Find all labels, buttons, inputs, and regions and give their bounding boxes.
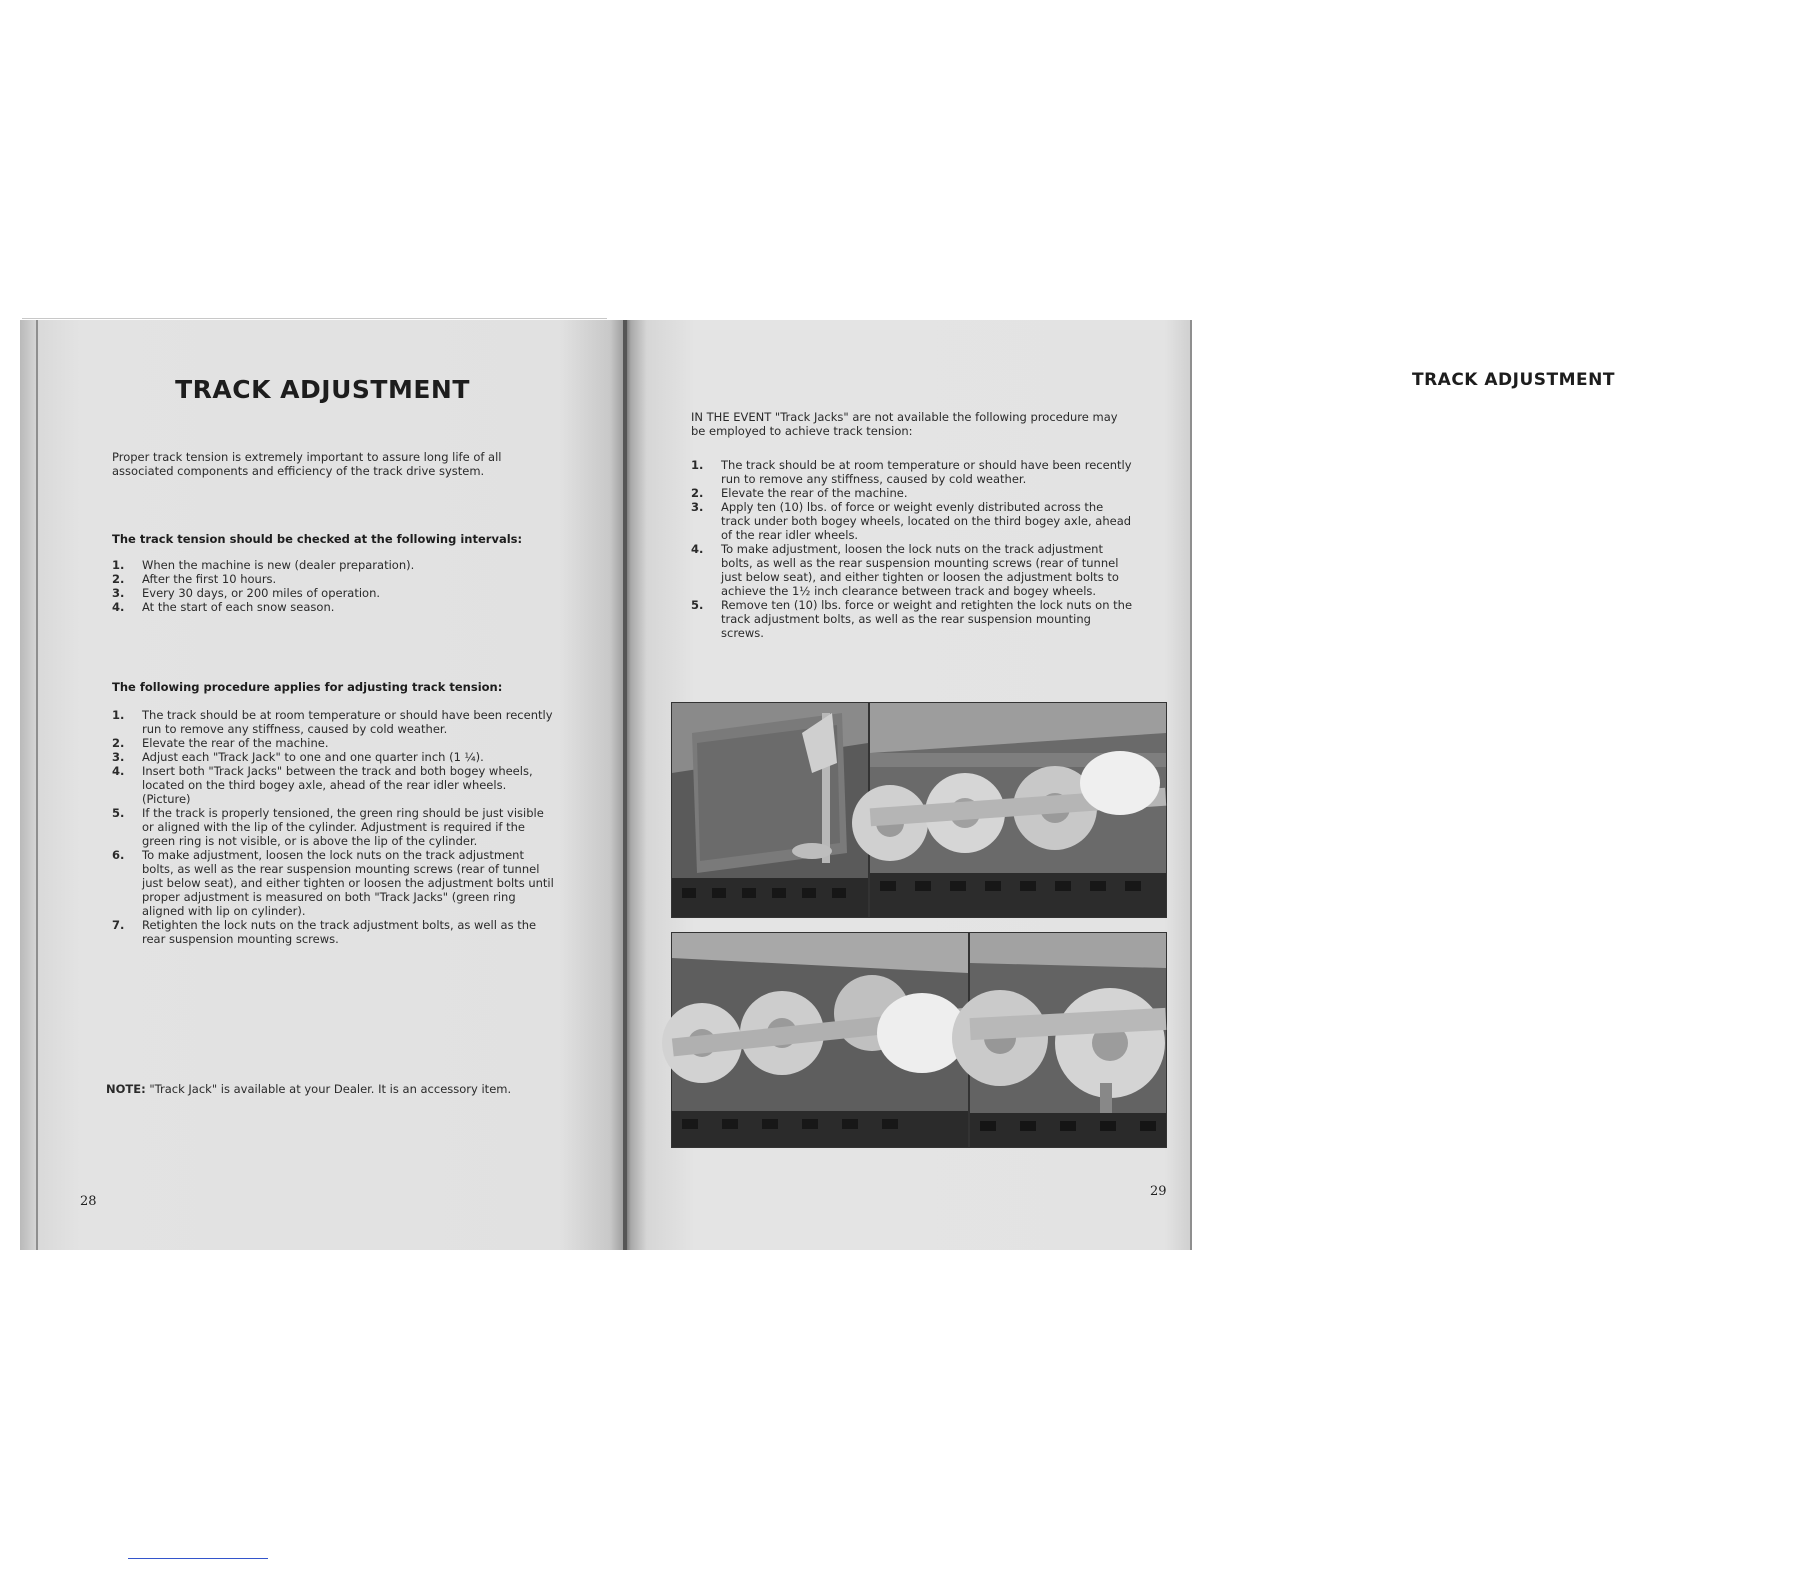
page-number-right: 29 [1150,1184,1167,1199]
list-item: 4. To make adjustment, loosen the lock nuts on the track adjustment bolts, as well as the rear suspension mounting screws (rear of tunnel just below seat), and either tighten or loosen the adjustment bolts to achieve the 1½ inch clearance between track and bogey wheels. [691,542,1119,598]
intervals-list [112,558,552,614]
list-item: 1. The track should be at room temperature or should have been recently run to remove any stiffness, caused by cold weather. [112,708,553,736]
photo-adjusting-bolt-hand [671,932,969,1148]
right-page [625,320,1615,1250]
left-page-title: TRACK ADJUSTMENT [175,375,470,404]
photo-bogey-wheels-hand [869,702,1167,918]
intervals-heading: The track tension should be checked at the following intervals: [112,532,523,546]
manual-spread [20,320,1615,1250]
book-gutter [623,320,627,1250]
left-intro: Proper track tension is extremely important to assure long life of all associated components and efficiency of the track drive system. [112,450,502,478]
list-item: 2. Elevate the rear of the machine. [112,736,329,750]
right-intro: IN THE EVENT "Track Jacks" are not available the following procedure may be employed to achieve track tension: [691,410,1118,438]
list-item: 2. Elevate the rear of the machine. [691,486,908,500]
scan-top-line [22,318,607,319]
right-procedure-list [691,458,1135,640]
note: NOTE: "Track Jack" is available at your Dealer. It is an accessory item. [106,1082,512,1096]
list-item: 4. Insert both "Track Jacks" between the track and both bogey wheels, located on the third bogey axle, ahead of the rear idler wheels. (Picture) [112,764,533,806]
procedure-list [112,708,558,946]
list-item: 4. At the start of each snow season. [112,600,335,614]
list-item: 6. To make adjustment, loosen the lock nuts on the track adjustment bolts, as well as the rear suspension mounting screws (rear of tunnel just below seat), and either tighten or loosen the adjustment bolts until proper adjustment is measured on both "Track Jacks" (green ring aligned with lip on cylinder). [112,848,554,918]
list-item: 1. The track should be at room temperature or should have been recently run to remove any stiffness, caused by cold weather. [691,458,1132,486]
list-item: 5. Remove ten (10) lbs. force or weight and retighten the lock nuts on the track adjustment bolts, as well as the rear suspension mounting screws. [691,598,1133,640]
list-item: 3. Adjust each "Track Jack" to one and one quarter inch (1 ¼). [112,750,484,764]
list-item: 2. After the first 10 hours. [112,572,277,586]
page-number-left: 28 [80,1194,97,1209]
photo-rear-idler-wheels [969,932,1167,1148]
list-item: 1. When the machine is new (dealer preparation). [112,558,415,572]
list-item: 3. Every 30 days, or 200 miles of operation. [112,586,381,600]
left-page [20,320,625,1250]
list-item: 5. If the track is properly tensioned, the green ring should be just visible or aligned with the lip of the cylinder. Adjustment is required if the green ring is not visible, or is above the lip of the cylinder. [112,806,544,848]
procedure-heading: The following procedure applies for adjusting track tension: [112,680,503,694]
scan-bottom-line [128,1558,268,1559]
right-page-title: TRACK ADJUSTMENT [1411,370,1615,390]
page-edge-shadow [36,320,38,1250]
photo-track-jack-side [671,702,869,918]
list-item: 3. Apply ten (10) lbs. of force or weight evenly distributed across the track under both bogey wheels, located on the third bogey axle, ahead of the rear idler wheels. [691,500,1132,542]
list-item: 7. Retighten the lock nuts on the track adjustment bolts, as well as the rear suspension mounting screws. [112,918,537,946]
page-edge-shadow [1190,320,1192,1250]
